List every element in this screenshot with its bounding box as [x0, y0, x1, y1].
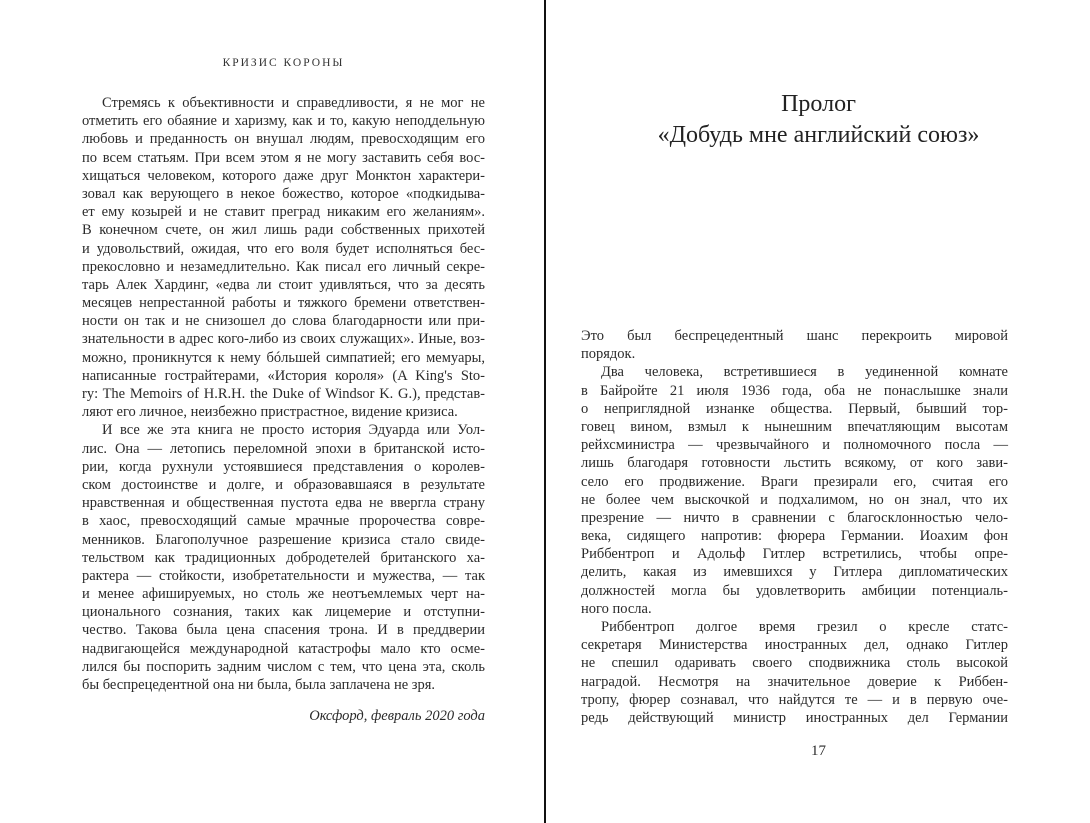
text-line: бы беспрецедентной она ни была, была заплачена не зря.: [82, 677, 436, 693]
text-line: чество. Такова была цена спасения трона. И в преддверии: [82, 622, 485, 639]
text-line: знательности в адрес кого-либо из своих служащих». Иные, воз-: [82, 331, 485, 348]
text-line: тарь Алек Хардинг, «едва ли стоит удивляться, что за десять: [82, 276, 485, 293]
text-line: по всем статьям. При всем этом я не могу заставить себя вос-: [82, 149, 485, 166]
text-line: Риббентроп и Адольф Гитлер встретились, чтобы опре-: [581, 546, 1008, 563]
text-line: надвигающейся международной катастрофы мало кто осме-: [82, 640, 485, 657]
text-line: прекословно и незамедлительно. Как писал его личный секре-: [82, 258, 485, 275]
text-line: секретаря Министерства иностранных дел, однако Гитлер: [581, 637, 1008, 654]
text-line: лился бы поспорить задним числом с тем, что цена эта, сколь: [82, 658, 485, 675]
text-line: наградой. Несмотря на значительное доверие к Риббен-: [581, 673, 1008, 690]
text-line: презрение — ничто в сравнении с благосклонностью чело-: [581, 509, 1008, 526]
paragraph: [581, 618, 1008, 727]
text-line: Риббентроп долгое время грезил о кресле статс-: [601, 619, 1008, 635]
text-line: должностей могла бы удовлетворить амбиции потенциаль-: [581, 582, 1008, 599]
paragraph: [82, 421, 485, 694]
right-page: [547, 0, 1090, 823]
text-line: село его продвижение. Враги презирали его, считая его: [581, 473, 1008, 490]
text-line: И все же эта книга не просто история Эдуарда или Уол-: [102, 422, 485, 439]
text-line: в хаос, превосходящий самые мрачные пророчества совре-: [82, 513, 485, 530]
text-line: нравственная и общественная пустота едва не ввергла страну: [82, 495, 485, 512]
text-line: лишь благодаря готовности льстить всякому, от кого зави-: [581, 455, 1008, 472]
running-head: КРИЗИС КОРОНЫ: [222, 57, 345, 69]
text-line: тропу, фюрер сознавал, что найдутся те — и в первую оче-: [581, 691, 1008, 708]
text-line: не более чем выскочкой и подхалимом, но он знал, что их: [581, 491, 1008, 508]
text-line: ционального сознания, таких как лицемерие и отступни-: [82, 604, 485, 621]
text-line: Стремясь к объективности и справедливости, я не мог не: [102, 95, 485, 111]
text-line: Два человека, встретившиеся в уединенной комнате: [601, 364, 1008, 381]
text-line: ском достоинстве и долге, и образовавшаяся в результате: [82, 476, 485, 493]
paragraph: [581, 327, 1008, 363]
text-line: ry: The Memoirs of H.R.H. the Duke of Windsor K. G.), представ-: [82, 386, 485, 402]
text-line: Это был беспрецедентный шанс перекроить мировой: [581, 328, 1008, 344]
chapter-label: Пролог: [781, 91, 856, 117]
text-line: менников. Благополучное разрешение кризиса стало свиде-: [82, 531, 485, 548]
text-line: В конечном счете, он жил лишь ради собственных прихотей: [82, 222, 485, 239]
text-line: ет ему козырей и не ставит преград никаким его желаниям».: [82, 204, 485, 221]
text-line: века, сидящего напротив: фюрера Германии. Иоахим фон: [581, 528, 1008, 545]
chapter-subtitle: «Добудь мне английский союз»: [657, 122, 980, 148]
text-line: лис. Она — летопись переломной эпохи в британской исто-: [82, 440, 485, 457]
paragraph: [581, 363, 1008, 618]
text-line: рии, когда рухнули устоявшиеся представления о королев-: [82, 458, 485, 475]
text-line: ляют его личное, неизбежно пристрастное, видение кризиса.: [82, 404, 458, 421]
text-line: и менее афишируемых, но столь же неотъемлемых черт на-: [82, 586, 485, 603]
text-line: говец вином, взмыл к нынешним впечатляющим высотам: [581, 418, 1008, 435]
right-body-text: [581, 327, 1008, 727]
text-line: месяцев непрестанной работы и тяжкого бремени ответствен-: [82, 295, 485, 312]
text-line: и удовольствий, ожидая, что его воля будет исполняться бес-: [82, 240, 485, 257]
text-line: порядок.: [581, 346, 636, 363]
text-line: зовал как верующего в некое божество, которое «подкидыва-: [82, 185, 485, 202]
text-line: тельством как традиционных добродетелей британского ха-: [82, 549, 485, 566]
text-line: можно, проникнутся к нему бóльшей симпатией; его мемуары,: [82, 349, 485, 366]
text-line: не спешил одаривать своего сподвижника столь высокой: [581, 655, 1008, 672]
text-line: в Байройте 21 июля 1936 года, оба не понаслышке знали: [581, 382, 1008, 399]
text-line: отметить его обаяние и харизму, как и то, какую неподдельную: [82, 113, 485, 130]
text-line: рейхсминистра — чрезвычайного и полномочного посла —: [581, 437, 1008, 454]
text-line: о неприглядной изнанке общества. Первый, бывший тор-: [581, 400, 1008, 417]
text-line: ного посла.: [581, 600, 652, 617]
text-line: редь действующий министр иностранных дел Германии: [581, 709, 1008, 726]
text-line: любовь и преданность он внушал людям, превосходящим его: [82, 131, 485, 148]
text-line: написанные гострайтерами, «История короля» (A King's Sto-: [82, 367, 485, 384]
text-line: ности он так и не снизошел до слова благодарности или при-: [82, 313, 485, 330]
page-number: 17: [811, 743, 826, 759]
signature: Оксфорд, февраль 2020 года: [309, 708, 485, 724]
text-line: хищаться человеком, которого даже друг Монктон характери-: [82, 167, 485, 184]
page-gutter-divider: [544, 0, 546, 823]
paragraph: [82, 94, 485, 421]
text-line: делить, какая из имевшихся у Гитлера дипломатических: [581, 564, 1008, 581]
left-body-text: [82, 94, 485, 694]
text-line: рактера — стойкости, изобретательности и мужества, — так: [82, 567, 485, 584]
